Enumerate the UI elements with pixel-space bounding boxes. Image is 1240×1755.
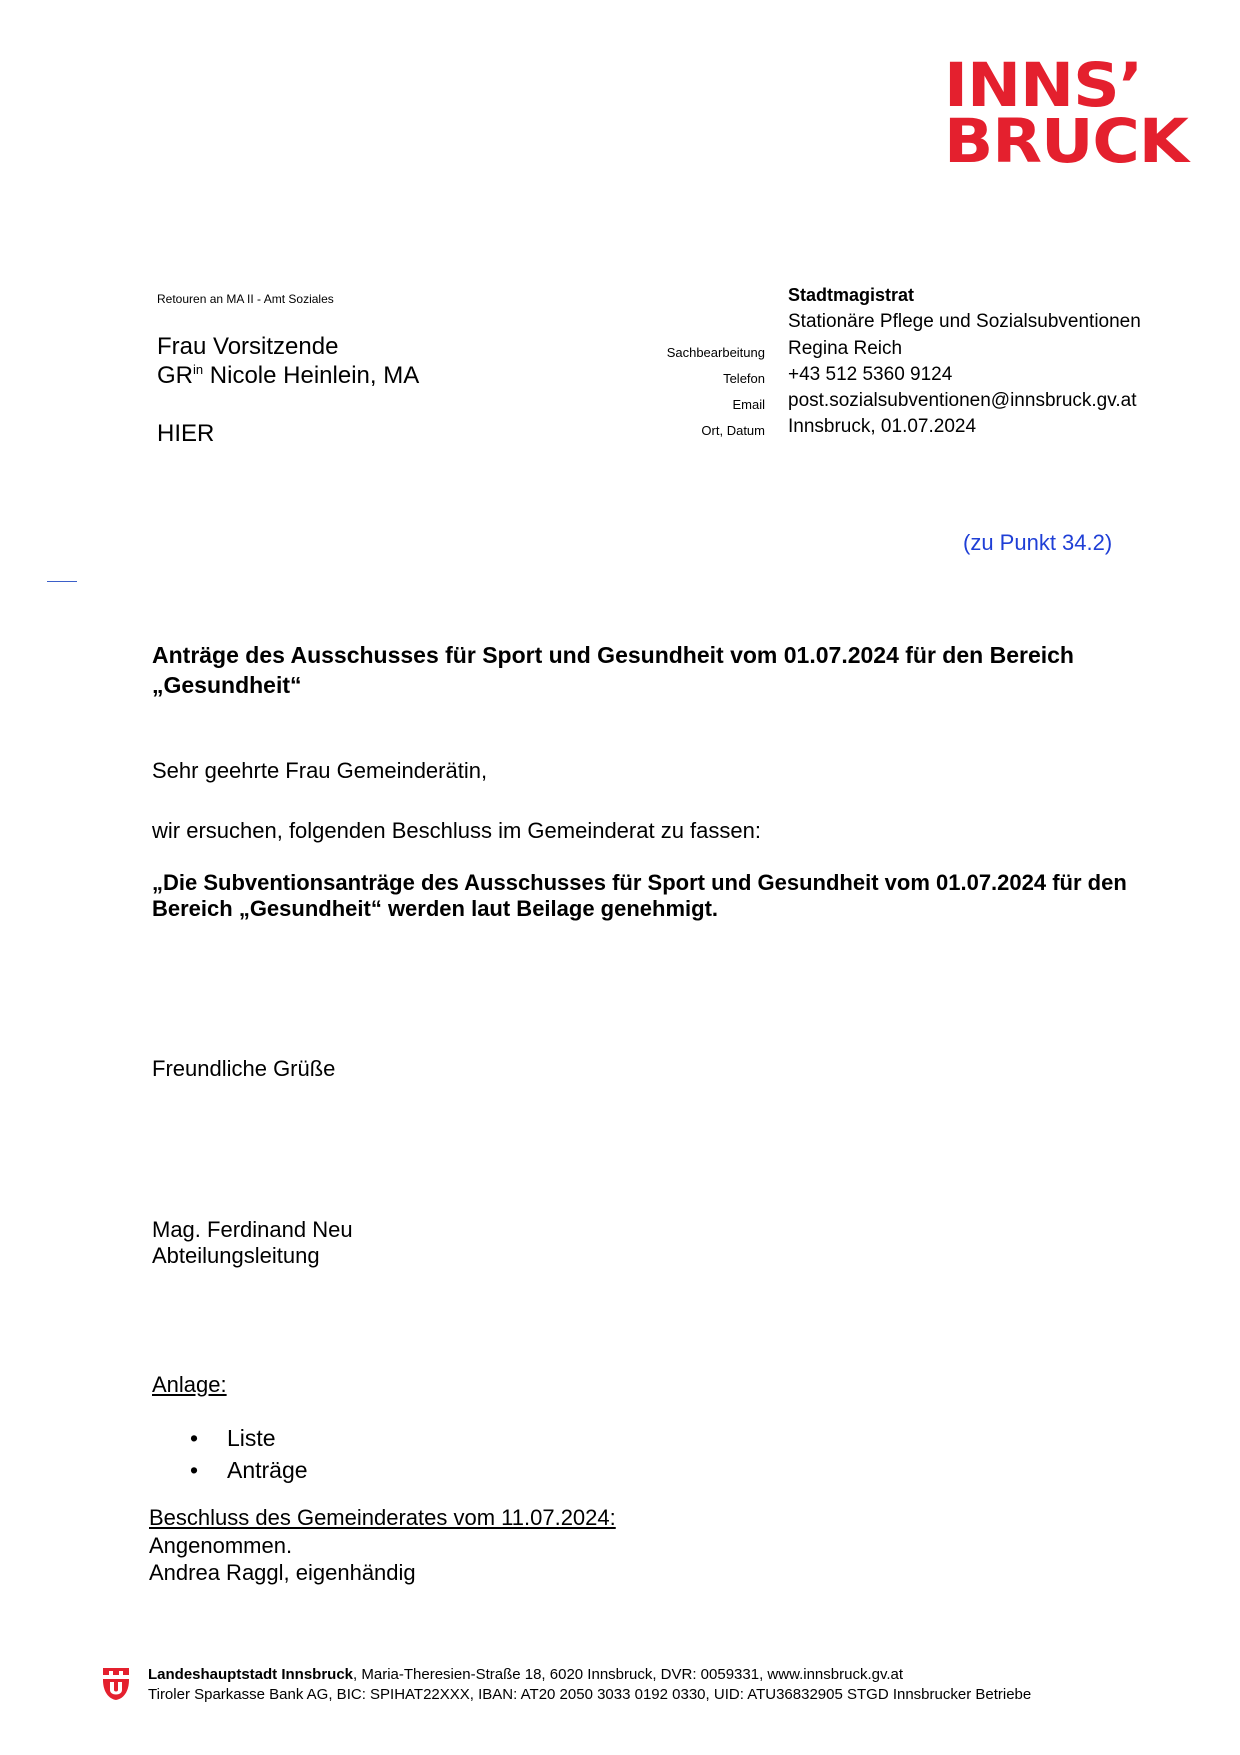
logo-line-1: INNS’ [944, 50, 1143, 121]
closing: Freundliche Grüße [152, 1056, 336, 1081]
phone-label: Telefon [723, 371, 765, 386]
council-decision-result: Angenommen. [149, 1533, 293, 1558]
list-item: • Anträge [152, 1454, 308, 1486]
sender-department: Stationäre Pflege und Sozialsubventionen [788, 311, 1141, 332]
resolution-text: „Die Subventionsanträge des Ausschusses für Sport und Gesundheit vom 01.07.2024 für den Bereich „Gesundheit“ werden laut Beilage genehmigt. [152, 870, 1127, 921]
signatory-name: Mag. Ferdinand Neu [152, 1217, 353, 1242]
innsbruck-logo [944, 50, 1190, 177]
subject: Anträge des Ausschusses für Sport und Gesundheit vom 01.07.2024 für den Bereich „Gesundheit“ [152, 642, 1074, 698]
footer-line-1: Landeshauptstadt Innsbruck, Maria-Theresien-Straße 18, 6020 Innsbruck, DVR: 0059331, www.innsbruck.gv.at [148, 1666, 904, 1683]
list-item: • Liste [152, 1422, 308, 1454]
salutation: Sehr geehrte Frau Gemeinderätin, [152, 758, 488, 783]
phone-value: +43 512 5360 9124 [788, 364, 953, 385]
handler-value: Regina Reich [788, 338, 903, 359]
footer-line-2: Tiroler Sparkasse Bank AG, BIC: SPIHAT22XXX, IBAN: AT20 2050 3033 0192 0330, UID: ATU36832905 STGD Innsbrucker Betriebe [148, 1686, 1032, 1703]
margin-mark [47, 581, 77, 582]
innsbruck-coat-of-arms-icon [101, 1666, 131, 1702]
attachments-list [152, 1422, 308, 1486]
agenda-reference: (zu Punkt 34.2) [963, 530, 1113, 555]
sender-org: Stadtmagistrat [788, 285, 915, 305]
council-decision-heading: Beschluss des Gemeinderates vom 11.07.2024: [149, 1505, 616, 1530]
logo-line-2: BRUCK [944, 106, 1188, 177]
recipient-line-1: Frau Vorsitzende [157, 333, 339, 360]
handler-label: Sachbearbeitung [666, 345, 765, 360]
attachments-heading: Anlage: [152, 1372, 227, 1397]
signatory-title: Abteilungsleitung [152, 1243, 320, 1268]
email-label: Email [732, 397, 765, 412]
recipient-line-2: $GR^{in}$ Nicole Heinlein, MA [157, 362, 420, 389]
email-value: post.sozialsubventionen@innsbruck.gv.at [788, 390, 1137, 411]
place-date-label: Ort, Datum [701, 423, 765, 438]
bullet-icon: • [190, 1457, 199, 1483]
return-address: Retouren an MA II - Amt Soziales [157, 292, 334, 306]
bullet-icon: • [190, 1425, 199, 1451]
place-date-value: Innsbruck, 01.07.2024 [788, 416, 977, 437]
recipient-line-3: HIER [157, 420, 215, 447]
council-decision-signed: Andrea Raggl, eigenhändig [149, 1560, 416, 1585]
request-text: wir ersuchen, folgenden Beschluss im Gemeinderat zu fassen: [152, 818, 761, 843]
